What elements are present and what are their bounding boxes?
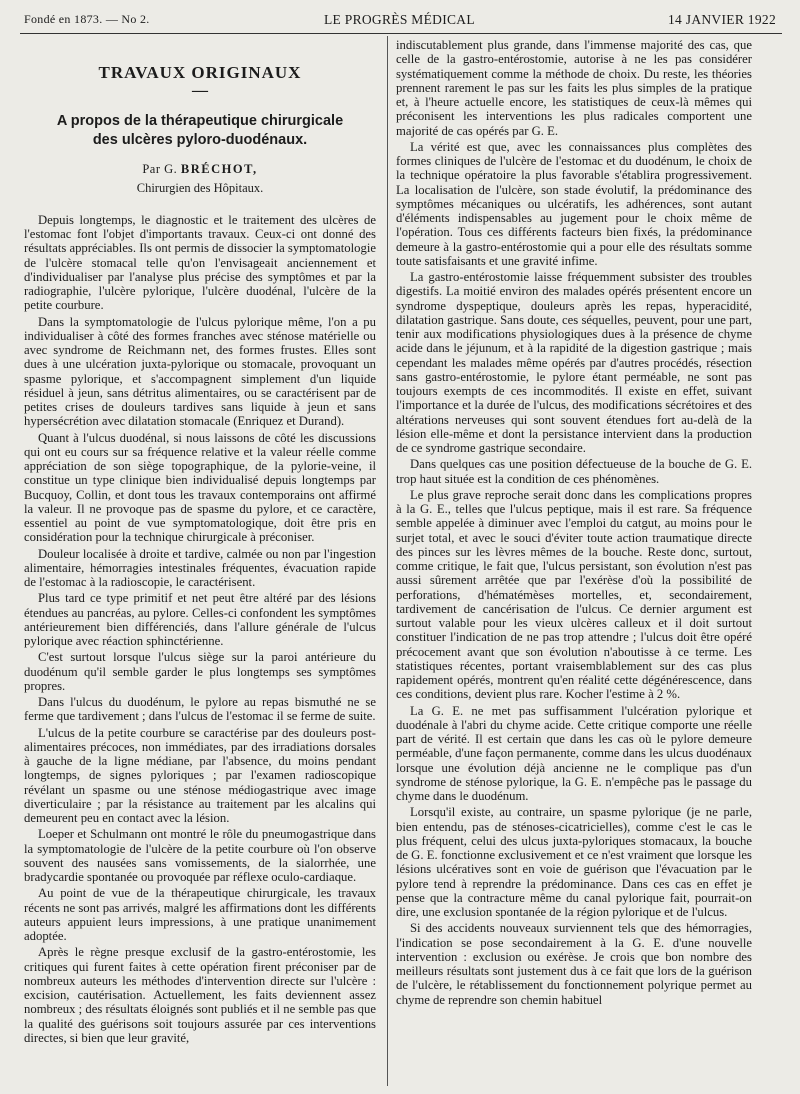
- author-name: BRÉCHOT,: [180, 162, 258, 177]
- header-journal-title: LE PROGRÈS MÉDICAL: [324, 12, 475, 27]
- paragraph: La G. E. ne met pas suffisamment l'ulcération pylorique et duodénale à l'abri du chyme acide. Cette critique comporte une réelle part de vérité. Il est certain que dans les cas où le pylore demeure perméable, d'une façon permanente, comme dans les ulcus duodénaux lorsque une évolution déjà ancienne ne le complique pas d'un syndrome de sténose pylorique, la G. E. n'empêche pas le passage du chyme dans le duodénum.: [396, 703, 752, 803]
- paragraph: Quant à l'ulcus duodénal, si nous laissons de côté les discussions qui ont eu cours sur sa fréquence relative et la valeur réelle comme appréciation de son siège topographique, de la pylorie-veine, il constitue un type clinique bien individualisé depuis longtemps par Bucquoy, Collin, et dont tous les travaux contemporains ont affirmé la valeur. Il ne provoque pas de spasme du pylore, et ce caractère, essentiel au point de vue symptomatologique, doit être pris en considération pour la technique chirurgicale à préconiser.: [24, 430, 376, 545]
- paragraph: L'ulcus de la petite courbure se caractérise par des douleurs post-alimentaires précoces, non immédiates, par des irradiations dorsales à gauche de la ligne médiane, par l'absence, du moins pendant longtemps, de signes pyloriques ; par l'examen radioscopique révélant un spasme ou une sténose médiogastrique avec image diverticulaire ; par la résistance au traitement par les alcalins qui demeurent peu en contact avec la lésion.: [24, 725, 376, 825]
- paragraph: C'est surtout lorsque l'ulcus siège sur la paroi antérieure du duodénum qu'il semble garder le plus longtemps ses symptômes propres.: [24, 650, 376, 693]
- paragraph: Plus tard ce type primitif et net peut être altéré par des lésions étendues au pancréas, au pylore. Celles-ci confondent les symptômes antérieurement bien différenciés, dans l'allure générale de l'ulcus pylorique avec réaction sphinctérienne.: [24, 591, 376, 648]
- paragraph: Le plus grave reproche serait donc dans les complications propres à la G. E., telles que l'ulcus peptique, mais il est rare. Sa fréquence semble appelée à diminuer avec l'emploi du catgut, au moins pour le surjet total, et avec le souci d'éviter toute action traumatique directe des pinces sur les lèvres mêmes de la bouche. Reste donc, surtout, comme critique, le fait que, l'ulcus persistant, son évolution n'est pas aussi sûrement arrêtée que par l'exérèse d'où la possibilité de perforations, d'hématémèses mortelles, et, secondairement, tardivement de cancérisation de l'ulcus. Ce dernier argument est surtout valable pour les vieux ulcères calleux et il doit surtout constituer l'indication de ne pas trop attendre ; l'ulcus doit être opéré précocement avant que son évolution n'aboutisse à ce terme. Les statistiques récentes, portant vraisemblablement sur des cas plus rapidement opérés, montrent qu'en réalité cette dégénérescence, dans ces conditions, devient plus rare. Kocher l'estime à 2 %.: [396, 487, 752, 702]
- running-header: [24, 12, 780, 30]
- paragraph: Après le règne presque exclusif de la gastro-entérostomie, les critiques qui furent faites à cette opération firent préconiser par de nombreux auteurs les méthodes d'intervention directe sur l'ulcère : excision, cautérisation. Actuellement, les faits deviennent assez nombreux ; des résultats éloignés sont publiés et il ne semble pas que la qualité des guérisons soit toujours assurée par ces interventions directes, si bien que leur gravité,: [24, 945, 376, 1045]
- header-founded: Fondé en 1873. — No 2.: [24, 12, 150, 26]
- byline: [24, 162, 376, 176]
- article-title: [24, 112, 376, 150]
- section-dash: —: [192, 82, 208, 100]
- left-column: [24, 40, 376, 1047]
- section-title: TRAVAUX ORIGINAUX: [98, 63, 302, 82]
- paragraph: Si des accidents nouveaux surviennent tels que des hémorragies, l'indication se pose secondairement à la G. E. d'une nouvelle intervention : exclusion ou exérèse. Je crois que bon nombre des meilleurs résultats sont justement dus à ce fait que lors de la guérison de l'ulcère, le rétablissement du fonctionnement polyrique permet au chyme de reprendre son chemin habituel: [396, 921, 752, 1007]
- paragraph: Dans l'ulcus du duodénum, le pylore au repas bismuthé ne se ferme que tardivement ; dans l'ulcus de l'estomac il se ferme de suite.: [24, 695, 376, 724]
- paragraph: indiscutablement plus grande, dans l'immense majorité des cas, que celle de la gastro-entérostomie, autorise à ne les pas considérer systématiquement comme la méthode de choix. Du reste, les théories prennent rarement le pas sur les faits les plus simples de la pratique et, à l'heure actuelle encore, les statistiques de ceux-là mêmes qui préconisent les interventions les plus radicales comportent une majorité de cas opérés par G. E.: [396, 38, 752, 138]
- paragraph: Lorsqu'il existe, au contraire, un spasme pylorique (je ne parle, bien entendu, pas de sténoses-cicatricielles), comme c'est le cas le plus fréquent, celui des ulcus juxta-pyloriques stomacaux, la bouche de G. E. fonctionne exclusivement et ce n'est vraiment que lorsque les lésions ulcératives sont en voie de guérison que l'évacuation par le pylore tend à reprendre la prédominance. Dans ces cas en effet je pense que la contracture même du canal pylorique fait, pourrait-on dire, une exclusion spontanée de la région pylorique et de l'ulcus.: [396, 805, 752, 919]
- paragraph: Au point de vue de la thérapeutique chirurgicale, les travaux récents ne sont pas arrivés, malgré les affirmations dont les différents auteurs appuient leurs impressions, à une pratique unanimement adoptée.: [24, 886, 376, 943]
- column-divider: [387, 36, 388, 1086]
- paragraph: Douleur localisée à droite et tardive, calmée ou non par l'ingestion alimentaire, hémorragies intestinales fréquentes, évacuation rapide de l'estomac à la radioscopie, le caractérisent.: [24, 546, 376, 589]
- header-date: 14 JANVIER 1922: [668, 12, 776, 27]
- paragraph: La vérité est que, avec les connaissances plus complètes des formes cliniques de l'ulcère de l'estomac et du duodénum, le choix de la technique opératoire la plus favorable s'établira progressivement. La localisation de l'ulcère, son stade évolutif, la prédominance des symptômes mécaniques ou ulcératifs, les adhérences, sont autant d'éléments indispensables au jugement pour le choix même de l'opération. Tous ces différents facteurs bien fixés, la prédominance demeure à la gastro-entérostomie qui a pour elle des résultats somme toute satisfaisants et une gravité infime.: [396, 139, 752, 268]
- paragraph: Dans quelques cas une position défectueuse de la bouche de G. E. trop haut située est la condition de ces phénomènes.: [396, 457, 752, 486]
- author-affiliation: Chirurgien des Hôpitaux.: [136, 180, 264, 195]
- paragraph: Depuis longtemps, le diagnostic et le traitement des ulcères de l'estomac font l'objet d'importants travaux. Ceux-ci ont donné des résultats appréciables. Ils ont permis de dissocier la symptomatologie de l'ulcère stomacal telle qu'on l'envisageait anciennement et d'individualiser par l'analyse plus précise des symptômes et par la radiographie, l'ulcère pylorique, l'ulcère duodénal, l'ulcère de la petite courbure.: [24, 212, 376, 313]
- article-title-line1: A propos de la thérapeutique chirurgicale: [56, 113, 344, 130]
- paragraph: Dans la symptomatologie de l'ulcus pylorique même, l'on a pu individualiser à côté des formes franches avec sténose matérielle ou avec syndrome de Reichmann net, des formes frustes. Elles sont dues à une ulcération juxta-pylorique ou stomacale, provoquant un spasme pylorique, et s'accompagnent simplement d'un liquide résiduel à jeun, sans détritus alimentaires, ou se caractérisent par de petites crises de douleurs tardives sans liquide à jeun et sans hypersécrétion avec dilatation stomacale (Enriquez et Durand).: [24, 314, 376, 429]
- article-title-line2: des ulcères pyloro-duodénaux.: [92, 132, 308, 149]
- right-column: [396, 38, 752, 1009]
- left-body-text: [24, 213, 376, 1045]
- right-body-text: [396, 38, 752, 1007]
- byline-prefix: Par G.: [142, 162, 178, 177]
- header-rule: [20, 33, 782, 34]
- paragraph: La gastro-entérostomie laisse fréquemment subsister des troubles digestifs. La moitié environ des malades opérés présentent encore un syndrome dyspeptique, douleurs après les repas, hyperacidité, dilatation gastrique. Sans doute, ces séquelles, peuvent, pour une part, tenir aux modifications physiologiques dues à la présence de chyme acide dans le jéjunum, et à la rapidité de la digestion gastrique ; mais cependant les malades même opérés par d'autres procédés, résection sans gastro-entérostomie, le pylore étant perméable, ne sont pas toujours exempts de ces incommodités. Il existe en effet, suivant l'importance et la durée de l'ulcus, des modifications sécrétoires et des altérations nerveuses qui sont souvent étendues fort au-delà de la lésion elle-même et dont la persistance intervient dans la production de ce syndrome gastrique secondaire.: [396, 270, 752, 455]
- paragraph: Loeper et Schulmann ont montré le rôle du pneumogastrique dans la symptomatologie de l'ulcère de la petite courbure où l'on observe souvent des nausées sans vomissements, de la sialorrhée, une bradycardie spontanée ou provoquée par réflexe oculo-cardiaque.: [24, 827, 376, 884]
